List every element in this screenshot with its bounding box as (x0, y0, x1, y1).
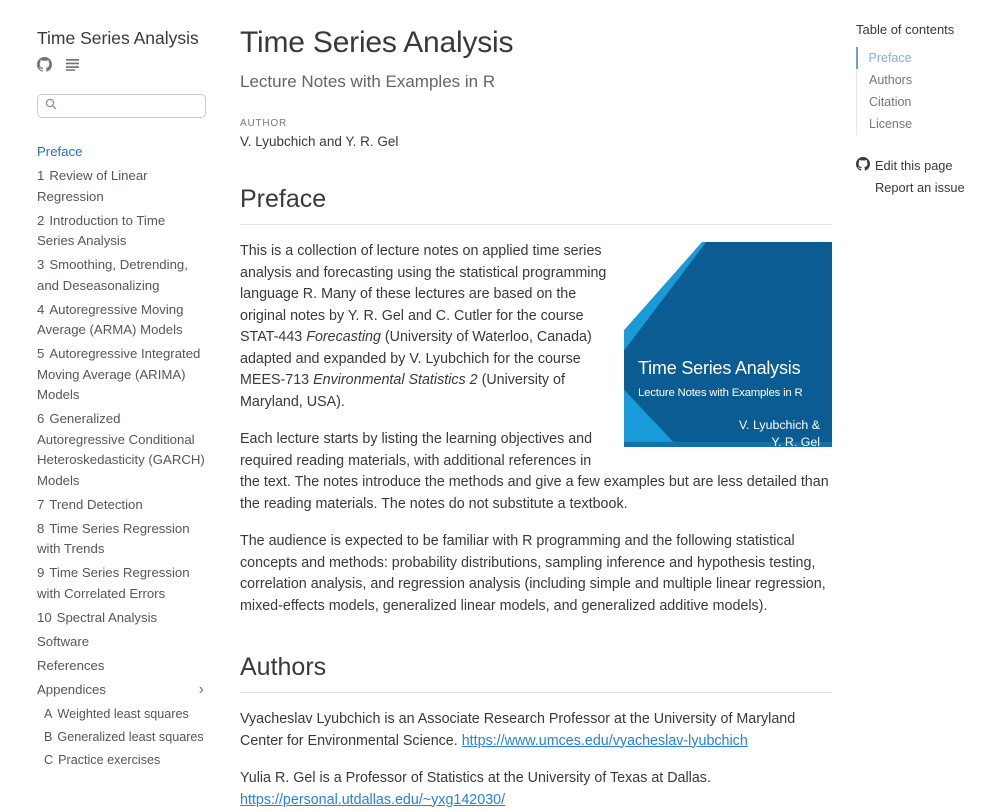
toc-item-citation[interactable]: Citation (869, 95, 912, 109)
preface-body (240, 241, 832, 617)
cover-authors: V. Lyubchich & Y. R. Gel (738, 418, 820, 449)
toc-item-authors[interactable]: Authors (869, 73, 913, 87)
cover-text (638, 358, 820, 450)
sidebar-nav (37, 142, 206, 770)
sidebar-item-ch4[interactable]: 4 Autoregressive Moving Average (ARMA) Models (37, 301, 184, 337)
toc-links (856, 157, 986, 195)
toc-item-license[interactable]: License (869, 117, 913, 131)
author-name: V. Lyubchich and Y. R. Gel (240, 134, 399, 149)
gel-profile-link[interactable]: https://personal.utdallas.edu/~yxg142030/ (240, 791, 506, 808)
book-cover-image (624, 242, 832, 447)
preface-heading: Preface (240, 185, 832, 225)
italic-course-title: Forecasting (306, 329, 381, 345)
github-icon (856, 157, 870, 174)
search-box[interactable] (37, 94, 206, 118)
page-title: Time Series Analysis (240, 26, 514, 59)
toc-item-preface[interactable]: Preface (856, 47, 987, 69)
sidebar-item-appendix-a[interactable]: A Weighted least squares (44, 706, 189, 721)
sidebar-item-ch10[interactable]: 10 Spectral Analysis (37, 609, 158, 625)
page-toc (856, 0, 986, 747)
author-bio-lyubchich: Vyacheslav Lyubchich is an Associate Research Professor at the University of Maryland Center for Environmental Science. https://www.umces.edu/vyacheslav-lyubchich (240, 711, 796, 749)
sidebar-item-references[interactable]: References (37, 657, 105, 673)
cover-title: Time Series Analysis (638, 358, 801, 378)
author-label: AUTHOR (240, 118, 288, 129)
sidebar-item-ch5[interactable]: 5 Autoregressive Integrated Moving Average (ARIMA) Models (37, 346, 201, 402)
search-icon (45, 97, 57, 115)
sidebar-item-ch6[interactable]: 6 Generalized Autoregressive Conditional Heteroskedasticity (GARCH) Models (37, 411, 205, 488)
page-subtitle: Lecture Notes with Examples in R (240, 72, 496, 91)
preface-paragraph-3: The audience is expected to be familiar with R programming and the following statistical concepts and methods: probability distributions, sampling inference and hypothesis testing, correlation analysis, and regression analysis (including simple and multiple linear regression, mixed-effects models, generalized linear models, and generalized additive models). (240, 533, 826, 614)
authors-body (240, 709, 832, 811)
sidebar-item-ch2[interactable]: 2 Introduction to Time Series Analysis (37, 212, 166, 248)
italic-course-title-2: Environmental Statistics 2 (313, 372, 478, 388)
sidebar-item-appendices[interactable]: Appendices › (37, 680, 204, 698)
left-sidebar (0, 0, 222, 767)
sidebar-item-appendix-c[interactable]: C Practice exercises (44, 752, 161, 767)
toc-heading: Table of contents (856, 22, 955, 37)
search-input[interactable] (62, 99, 198, 113)
sidebar-item-ch3[interactable]: 3 Smoothing, Detrending, and Deseasonalizing (37, 257, 188, 293)
sidebar-item-preface[interactable]: Preface (37, 144, 83, 159)
toc-lines-icon[interactable] (66, 58, 80, 71)
authors-heading: Authors (240, 653, 832, 693)
sidebar-item-ch1[interactable]: 1 Review of Linear Regression (37, 168, 148, 204)
sidebar-item-ch7[interactable]: 7 Trend Detection (37, 496, 143, 512)
sidebar-item-software[interactable]: Software (37, 633, 90, 649)
preface-paragraph-1: This is a collection of lecture notes on applied time series analysis and forecasting using the statistical programming language R. Many of these lectures are based on the original notes by Y. R. Gel and C. Cutler for the course STAT-443 Forecasting (University of Waterloo, Canada) adapted and expanded by V. Lyubchich for the course MEES-713 Environmental Statistics 2 (University of Maryland, USA). (240, 243, 607, 410)
github-icon[interactable] (37, 57, 52, 72)
cover-subtitle: Lecture Notes with Examples in R (638, 386, 803, 399)
main-content (240, 0, 832, 808)
edit-this-page-link[interactable]: Edit this page (856, 157, 986, 174)
sidebar-item-ch9[interactable]: 9 Time Series Regression with Correlated Errors (37, 565, 190, 601)
report-an-issue-link[interactable]: Report an issue (875, 180, 965, 195)
sidebar-tools (37, 57, 206, 72)
lyubchich-profile-link[interactable]: https://www.umces.edu/vyacheslav-lyubchich (461, 732, 748, 749)
author-bio-gel: Yulia R. Gel is a Professor of Statistics at the University of Texas at Dallas. https://personal.utdallas.edu/~yxg142030/ (240, 770, 711, 808)
preface-paragraph-2: Each lecture starts by listing the learning objectives and required reading materials, with additional references in the text. The notes introduce the methods and give a few examples but are less detailed than the reading materials. The notes do not substitute a textbook. (240, 431, 829, 512)
sidebar-item-appendix-b[interactable]: B Generalized least squares (44, 729, 204, 744)
sidebar-book-title[interactable]: Time Series Analysis (37, 28, 199, 48)
sidebar-item-ch8[interactable]: 8 Time Series Regression with Trends (37, 520, 190, 556)
chevron-right-icon[interactable]: › (198, 680, 204, 698)
